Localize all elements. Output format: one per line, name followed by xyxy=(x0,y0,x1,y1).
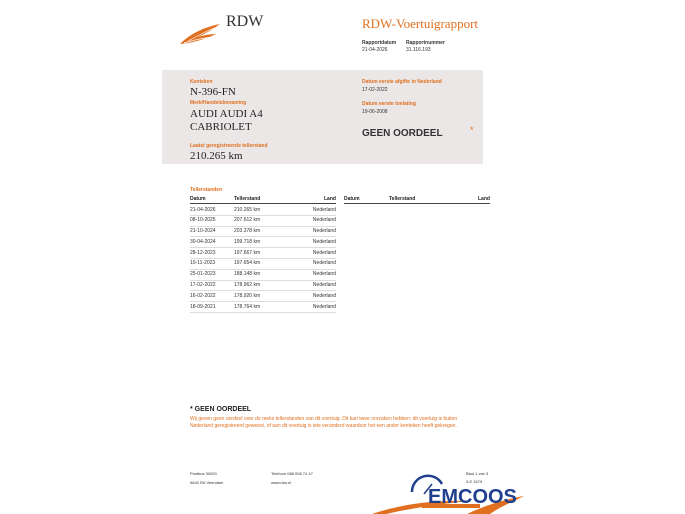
cell-tellerstand: 199.718 km xyxy=(234,238,261,245)
first-registration-nl-label: Datum eerste afgifte in Nederland xyxy=(362,79,442,85)
cell-tellerstand: 197.667 km xyxy=(234,249,261,256)
first-admission-value: 19-06-2008 xyxy=(362,109,388,115)
emcoos-text: EMCOOS xyxy=(428,486,517,508)
cell-datum: 10-11-2023 xyxy=(190,260,216,267)
verdict-text: GEEN OORDEEL xyxy=(362,128,443,139)
header-land: Land xyxy=(324,196,336,202)
table-row xyxy=(190,281,336,292)
table-row xyxy=(190,259,336,270)
cell-tellerstand: 210.265 km xyxy=(234,206,261,213)
cell-datum: 25-01-2023 xyxy=(190,271,216,278)
cell-tellerstand: 197.654 km xyxy=(234,260,261,267)
rapportdatum-value: 21-04-2026 xyxy=(362,47,388,53)
cell-datum: 18-09-2021 xyxy=(190,303,216,310)
footer-postbus: Postbus 30000 xyxy=(190,471,217,476)
cell-tellerstand: 203.378 km xyxy=(234,228,261,235)
cell-land: Nederland xyxy=(312,217,336,224)
table-row xyxy=(190,270,336,281)
odometer-table xyxy=(190,205,336,313)
cell-tellerstand: 178.962 km xyxy=(234,282,261,289)
cell-land: Nederland xyxy=(312,238,336,245)
table-row xyxy=(190,205,336,216)
merk-value-line1: AUDI AUDI A4 xyxy=(190,108,263,120)
footer-page-number: Blad 1 van 3 xyxy=(466,471,489,476)
kenteken-label: Kenteken xyxy=(190,79,213,85)
cell-tellerstand: 207.612 km xyxy=(234,217,261,224)
cell-land: Nederland xyxy=(312,271,336,278)
cell-tellerstand: 178.920 km xyxy=(234,292,261,299)
table-row xyxy=(190,248,336,259)
cell-datum: 21-04-2026 xyxy=(190,206,216,213)
cell-datum: 21-10-2024 xyxy=(190,228,216,235)
rdw-brand-text: RDW xyxy=(226,13,264,30)
report-title: RDW-Voertuigrapport xyxy=(362,16,479,31)
table-row xyxy=(190,302,336,313)
footnote-title: * GEEN OORDEEL xyxy=(190,406,252,413)
cell-tellerstand: 188.148 km xyxy=(234,271,261,278)
cell-datum: 28-12-2023 xyxy=(190,249,216,256)
footer-code: 3-E 1679 xyxy=(466,479,483,484)
cell-tellerstand: 178.764 km xyxy=(234,303,261,310)
table-row xyxy=(190,237,336,248)
cell-datum: 16-02-2022 xyxy=(190,292,216,299)
header-land-col2: Land xyxy=(478,196,490,202)
cell-datum: 17-02-2022 xyxy=(190,282,216,289)
header-divider-col2 xyxy=(344,203,490,204)
odometer-label: Laatst geregistreerde tellerstand xyxy=(190,143,268,149)
emcoos-watermark-logo xyxy=(372,470,532,514)
table-row xyxy=(190,291,336,302)
cell-datum: 30-04-2024 xyxy=(190,238,216,245)
cell-land: Nederland xyxy=(312,206,336,213)
cell-land: Nederland xyxy=(312,303,336,310)
table-row xyxy=(190,227,336,238)
first-admission-label: Datum eerste toelating xyxy=(362,101,416,107)
verdict-footnote-marker: * xyxy=(470,125,474,135)
cell-land: Nederland xyxy=(312,292,336,299)
footer-address: 9640 RA Veendam xyxy=(190,480,224,485)
cell-land: Nederland xyxy=(312,260,336,267)
header-divider xyxy=(190,203,336,204)
cell-datum: 08-10-2025 xyxy=(190,217,216,224)
kenteken-value: N-396-FN xyxy=(190,86,236,98)
footnote-text: Wij geven geen oordeel over de reeks tellerstanden van dit voertuig. Dit kan twee oorzaken hebben: dit voertuig is buiten Nederland geregistreerd geweest, of aan dit voertuig is iets veranderd waardoor het een ander kenteken heeft gekregen. xyxy=(190,416,458,429)
cell-land: Nederland xyxy=(312,228,336,235)
header-datum: Datum xyxy=(190,196,206,202)
rapportdatum-label: Rapportdatum xyxy=(362,40,397,46)
header-datum-col2: Datum xyxy=(344,196,360,202)
tellerstanden-title: Tellerstanden xyxy=(190,187,223,193)
cell-land: Nederland xyxy=(312,282,336,289)
first-registration-nl-value: 17-02-2022 xyxy=(362,87,388,93)
footer-telephone: Telefoon 088 008 74 47 xyxy=(271,471,313,476)
rapportnummer-label: Rapportnummer xyxy=(406,40,445,46)
cell-land: Nederland xyxy=(312,249,336,256)
table-row xyxy=(190,216,336,227)
rdw-wing-logo xyxy=(178,22,222,46)
footer-website: www.rdw.nl xyxy=(271,480,292,485)
rapportnummer-value: 31.116.193 xyxy=(406,47,431,53)
header-tellerstand: Tellerstand xyxy=(234,196,261,202)
odometer-value: 210.265 km xyxy=(190,150,243,162)
merk-label: Merk/Handelsbenaming xyxy=(190,100,247,106)
header-tellerstand-col2: Tellerstand xyxy=(389,196,416,202)
merk-value-line2: CABRIOLET xyxy=(190,121,252,133)
